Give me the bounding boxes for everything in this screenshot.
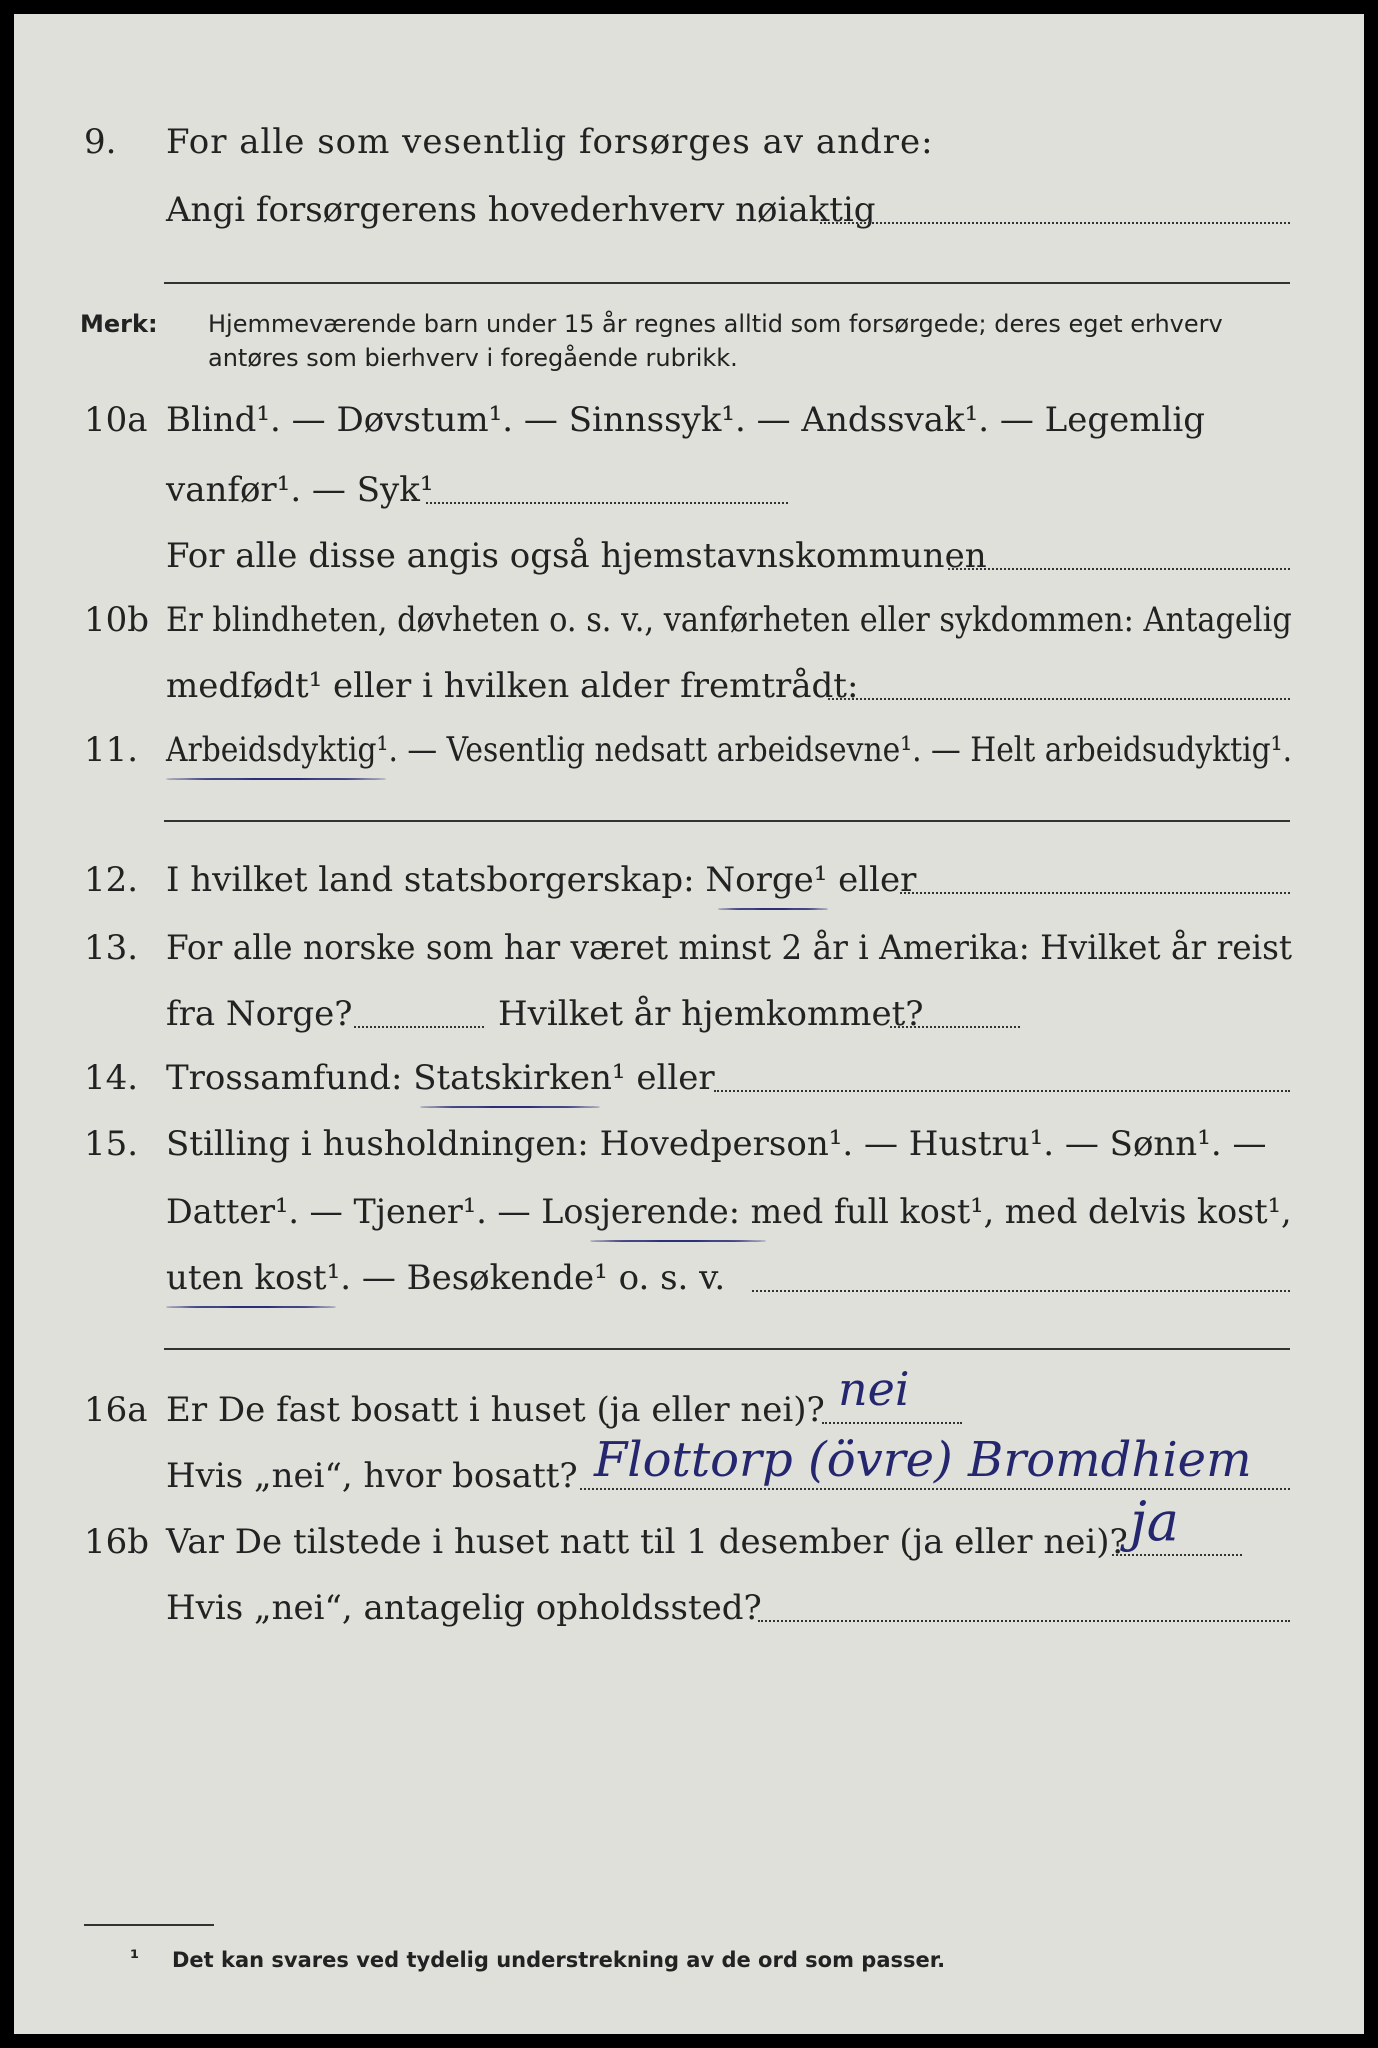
- q12-answer-line: [900, 892, 1290, 894]
- q10b-line2: medfødt¹ eller i hvilken alder fremtrådt:: [166, 666, 859, 706]
- q12-handwritten-underline: [718, 908, 828, 910]
- q15-line1: Stilling i husholdningen: Hovedperson¹. — Hustru¹. — Sønn¹. —: [166, 1124, 1267, 1164]
- q11-handwritten-underline: [166, 778, 386, 780]
- census-form-page: [14, 14, 1364, 2034]
- footnote-text: Det kan svares ved tydelig understrekning av de ord som passer.: [172, 1948, 946, 1972]
- q16a-answer2-line: [580, 1488, 1290, 1490]
- q16a-number: 16a: [84, 1390, 148, 1430]
- q15-line3: uten kost¹. — Besøkende¹ o. s. v.: [166, 1258, 726, 1298]
- q9-rule: [164, 282, 1290, 284]
- q10a-hjemstavn-line: [948, 568, 1290, 570]
- q14-answer-line: [714, 1090, 1290, 1092]
- q13-hjemkommet-line: [890, 1026, 1020, 1028]
- q11-rule: [164, 820, 1290, 822]
- merk-line2: antøres som bierhverv i foregående rubrikk.: [208, 344, 738, 372]
- q9-line2: Angi forsørgerens hovederhverv nøiaktig: [166, 190, 876, 230]
- footnote-mark: ¹: [130, 1946, 140, 1970]
- q15-losjerende-underline: [590, 1240, 766, 1242]
- q13-number: 13.: [84, 928, 139, 968]
- q16b-answer1-line: [1112, 1554, 1242, 1556]
- q15-rule: [164, 1348, 1290, 1350]
- q16b-line2: Hvis „nei“, antagelig opholdssted?: [166, 1588, 762, 1628]
- q9-line1: For alle som vesentlig forsørges av andre:: [166, 122, 934, 162]
- q13-line2b: Hvilket år hjemkommet?: [498, 994, 924, 1034]
- q12-text: I hvilket land statsborgerskap: Norge¹ eller: [166, 860, 917, 900]
- merk-line1: Hjemmeværende barn under 15 år regnes alltid som forsørgede; deres eget erhverv: [208, 310, 1223, 338]
- q10a-number: 10a: [84, 400, 148, 440]
- q16b-line1: Var De tilstede i huset natt til 1 desember (ja eller nei)?: [166, 1522, 1128, 1562]
- q13-line2a: fra Norge?: [166, 994, 353, 1034]
- q16a-line2: Hvis „nei“, hvor bosatt?: [166, 1456, 578, 1496]
- q11-text: Arbeidsdyktig¹. — Vesentlig nedsatt arbeidsevne¹. — Helt arbeidsudyktig¹.: [166, 730, 1293, 770]
- q15-number: 15.: [84, 1124, 139, 1164]
- q9-number: 9.: [84, 122, 117, 162]
- q15-answer-line: [752, 1290, 1290, 1292]
- q10a-line2: vanfør¹. — Syk¹: [166, 470, 434, 510]
- q15-uten-kost-underline: [166, 1306, 336, 1308]
- q10a-answer-line: [426, 502, 788, 504]
- q15-line2: Datter¹. — Tjener¹. — Losjerende: med full kost¹, med delvis kost¹,: [166, 1192, 1292, 1232]
- q14-number: 14.: [84, 1058, 139, 1098]
- q11-number: 11.: [84, 730, 139, 770]
- q16b-answer1: ja: [1130, 1490, 1179, 1553]
- q16a-answer1: nei: [838, 1362, 910, 1416]
- q10a-line3: For alle disse angis også hjemstavnskommunen: [166, 536, 987, 576]
- q10a-line1: Blind¹. — Døvstum¹. — Sinnssyk¹. — Andssvak¹. — Legemlig: [166, 400, 1205, 440]
- merk-label: Merk:: [80, 310, 158, 338]
- q13-line1: For alle norske som har været minst 2 år i Amerika: Hvilket år reist: [166, 928, 1293, 968]
- q14-text: Trossamfund: Statskirken¹ eller: [166, 1058, 715, 1098]
- q13-reist-line: [354, 1026, 484, 1028]
- q14-handwritten-underline: [420, 1106, 600, 1108]
- q10b-line1: Er blindheten, døvheten o. s. v., vanførheten eller sykdommen: Antagelig: [166, 600, 1292, 640]
- q9-answer-line: [820, 222, 1290, 224]
- footnote-rule: [84, 1924, 214, 1926]
- q16a-answer1-line: [822, 1422, 962, 1424]
- q16a-line1: Er De fast bosatt i huset (ja eller nei)?: [166, 1390, 825, 1430]
- q10b-number: 10b: [84, 600, 150, 640]
- q12-number: 12.: [84, 860, 139, 900]
- q10b-answer-line: [828, 698, 1290, 700]
- q16a-answer2: Flottorp (övre) Bromdhiem: [594, 1432, 1252, 1488]
- q16b-answer2-line: [758, 1620, 1290, 1622]
- q16b-number: 16b: [84, 1522, 150, 1562]
